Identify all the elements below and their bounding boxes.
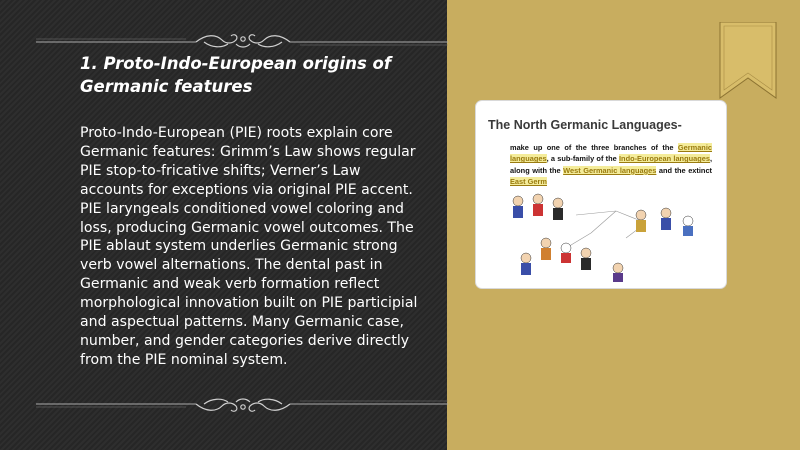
figure-1 — [513, 196, 523, 218]
north-germanic-image — [475, 100, 727, 289]
image-caption — [510, 142, 712, 188]
image-link-west-germanic[interactable]: West Germanic languages — [563, 165, 657, 175]
image-text-1: make up one of the three branches of the — [510, 143, 678, 152]
figure-11 — [613, 263, 623, 282]
cartoon-figures-icon — [506, 193, 716, 283]
figure-10 — [521, 253, 531, 275]
image-text-2: , a sub-family of the — [546, 154, 619, 164]
slide-body-text: Proto-Indo-European (PIE) roots explain core Germanic features: Grimm’s Law shows regular PIE stop-to-fricative shifts; Verner’s Law accounts for exceptions via original PIE accent. PIE laryngeals conditioned vowel coloring and loss, producing Germanic vowel outcomes. The PIE ablaut system underlies Germanic strong verb vowel alternations. The dental past in Germanic and weak verb formation reflect morphological innovation built on PIE participial and aspectual patterns. Many Germanic case, number, and gender categories derive directly from the PIE nominal system. — [80, 125, 418, 368]
figure-5 — [661, 208, 671, 230]
figure-4 — [636, 210, 646, 232]
figure-9 — [581, 248, 591, 270]
figure-8 — [561, 243, 571, 263]
figure-6 — [683, 216, 693, 236]
image-text-3: , along with the — [510, 154, 713, 175]
figure-7 — [541, 238, 551, 260]
flourish-icon — [196, 35, 290, 47]
image-text-4: and the extinct — [656, 165, 713, 175]
image-link-indo-european[interactable]: Indo-European languages — [619, 154, 710, 164]
slide-title: 1. Proto-Indo-European origins of Germanic features — [80, 54, 392, 96]
image-link-east-germanic[interactable]: East Germ — [510, 177, 547, 187]
flourish-icon — [196, 399, 290, 411]
bottom-divider — [36, 392, 448, 416]
figure-3 — [553, 198, 563, 220]
bookmark-ribbon-icon — [718, 22, 778, 100]
image-link-germanic[interactable]: Germanic languages — [510, 143, 712, 164]
figure-2 — [533, 194, 543, 216]
image-title: The North Germanic Languages- — [488, 118, 682, 132]
top-divider — [36, 30, 448, 54]
